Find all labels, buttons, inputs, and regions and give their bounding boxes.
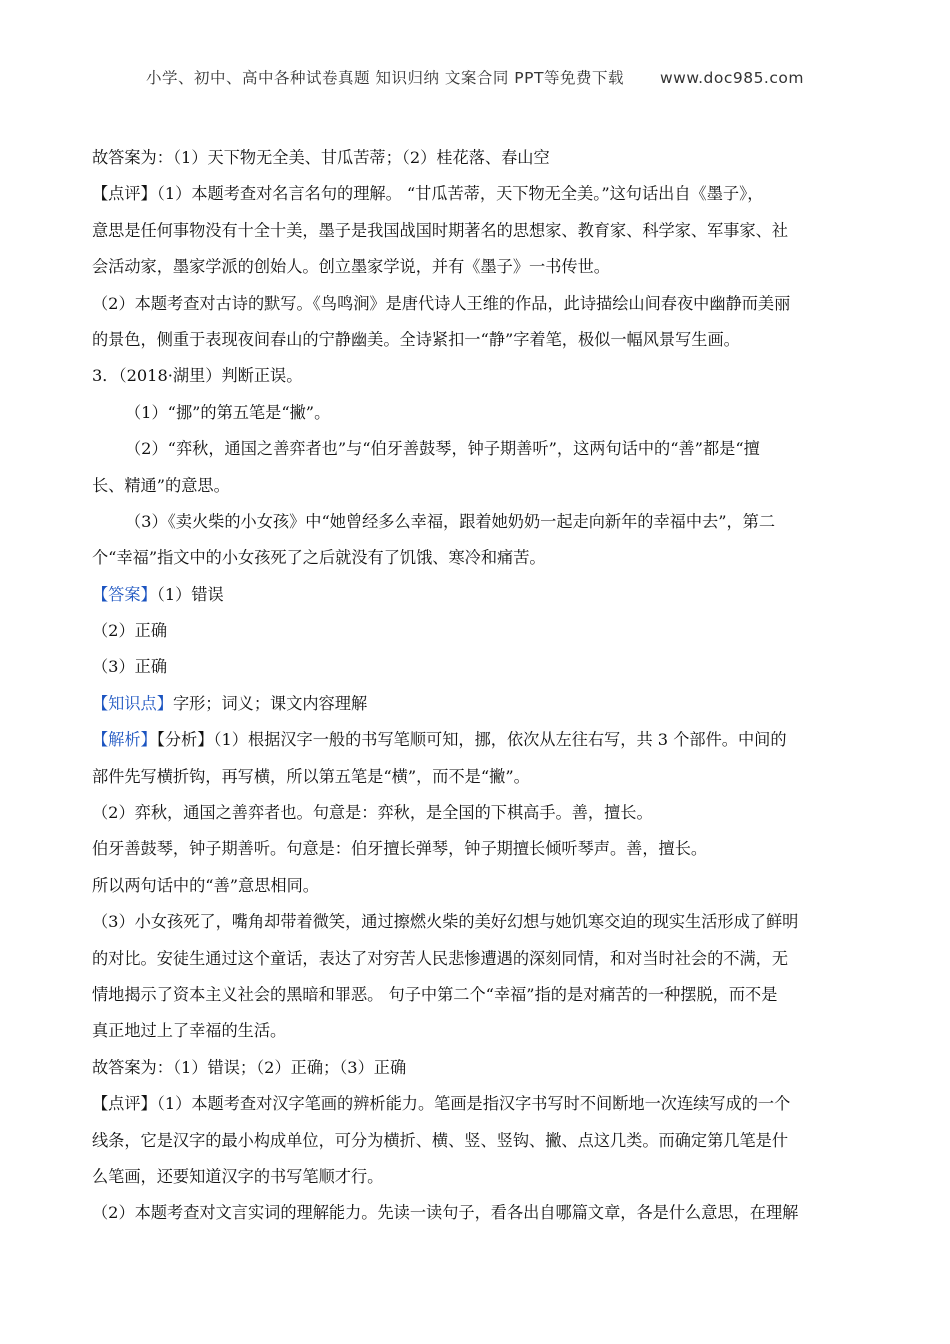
prev-comment-line: 的景色，侧重于表现夜间春山的宁静幽美。全诗紧扣一“静”字着笔，极似一幅风景写生画。	[92, 329, 740, 349]
analysis-line: 部件先写横折钩，再写横，所以第五笔是“横”，而不是“撇”。	[92, 766, 530, 786]
knowledge-label: 【知识点】	[92, 693, 173, 713]
knowledge-line: 【知识点】字形；词义；课文内容理解	[92, 693, 368, 713]
prev-comment-line: （2）本题考查对古诗的默写。《鸟鸣涧》是唐代诗人王维的作品，此诗描绘山间春夜中幽静而美丽	[92, 293, 791, 313]
page-header	[0, 66, 950, 88]
analysis-line: 【解析】【分析】（1）根据汉字一般的书写笔顺可知，挪，依次从左往右写，共 3 个部件。中间的	[92, 730, 787, 750]
prev-comment-line: 会活动家，墨家学派的创始人。创立墨家学说，并有《墨子》一书传世。	[92, 257, 610, 277]
question-item: （1）“挪”的第五笔是“撇”。	[125, 402, 331, 422]
question-item: （2）“弈秋，通国之善弈者也”与“伯牙善鼓琴，钟子期善听”，这两句话中的“善”都是“擅	[125, 439, 760, 459]
header-text: 小学、初中、高中各种试卷真题 知识归纳 文案合同 PPT等免费下载	[146, 69, 624, 87]
question-title: 3．（2018·湖里）判断正误。	[92, 366, 303, 386]
analysis-line: 故答案为：（1）错误；（2）正确；（3）正确	[92, 1057, 407, 1077]
comment-line: 么笔画，还要知道汉字的书写笔顺才行。	[92, 1166, 384, 1186]
answer-line: 【答案】（1）错误	[92, 584, 224, 604]
comment-label: 【点评】	[92, 184, 157, 204]
analysis-label: 【解析】	[92, 730, 157, 750]
analysis-line: 真正地过上了幸福的生活。	[92, 1021, 287, 1041]
prev-answer-line: 故答案为：（1）天下物无全美、甘瓜苦蒂；（2）桂花落、春山空	[92, 148, 550, 167]
analysis-line: 的对比。安徒生通过这个童话，表达了对穷苦人民悲惨遭遇的深刻同情，和对当时社会的不满，无	[92, 948, 789, 968]
question-item: 个“幸福”指文中的小女孩死了之后就没有了饥饿、寒冷和痛苦。	[92, 548, 546, 568]
analysis-line: 伯牙善鼓琴，钟子期善听。句意是：伯牙擅长弹琴，钟子期擅长倾听琴声。善，擅长。	[92, 839, 708, 859]
analysis-line: （3）小女孩死了，嘴角却带着微笑，通过擦燃火柴的美好幻想与她饥寒交迫的现实生活形成了鲜明	[92, 912, 799, 932]
answer-label: 【答案】	[92, 584, 157, 604]
comment-line: 【点评】（1）本题考查对汉字笔画的辨析能力。笔画是指汉字书写时不间断地一次连续写成的一个	[92, 1094, 791, 1114]
prev-comment-line: 【点评】（1）本题考查对名言名句的理解。 “甘瓜苦蒂，天下物无全美。”这句话出自《墨子》，	[92, 184, 764, 204]
analysis-line: 所以两句话中的“善”意思相同。	[92, 875, 319, 895]
prev-comment-line: 意思是任何事物没有十全十美，墨子是我国战国时期著名的思想家、教育家、科学家、军事家、社	[92, 220, 789, 240]
document-body	[92, 140, 862, 1232]
question-item: （3）《卖火柴的小女孩》中“她曾经多么幸福，跟着她奶奶一起走向新年的幸福中去”，第二	[125, 511, 776, 531]
header-url[interactable]: www.doc985.com	[659, 69, 804, 87]
answer-line: （2）正确	[92, 621, 168, 641]
analysis-line: 情地揭示了资本主义社会的黑暗和罪恶。 句子中第二个“幸福”指的是对痛苦的一种摆脱，而不是	[92, 984, 778, 1004]
comment-line: 线条，它是汉字的最小构成单位，可分为横折、横、竖、竖钩、撇、点这几类。而确定第几笔是什	[92, 1130, 789, 1150]
comment-label: 【点评】	[92, 1094, 157, 1114]
comment-line: （2）本题考查对文言实词的理解能力。先读一读句子，看各出自哪篇文章，各是什么意思，在理解	[92, 1203, 799, 1223]
analysis-line: （2）弈秋，通国之善弈者也。句意是：弈秋，是全国的下棋高手。善，擅长。	[92, 803, 653, 823]
question-item: 长、精通”的意思。	[92, 475, 230, 495]
answer-line: （3）正确	[92, 657, 168, 677]
